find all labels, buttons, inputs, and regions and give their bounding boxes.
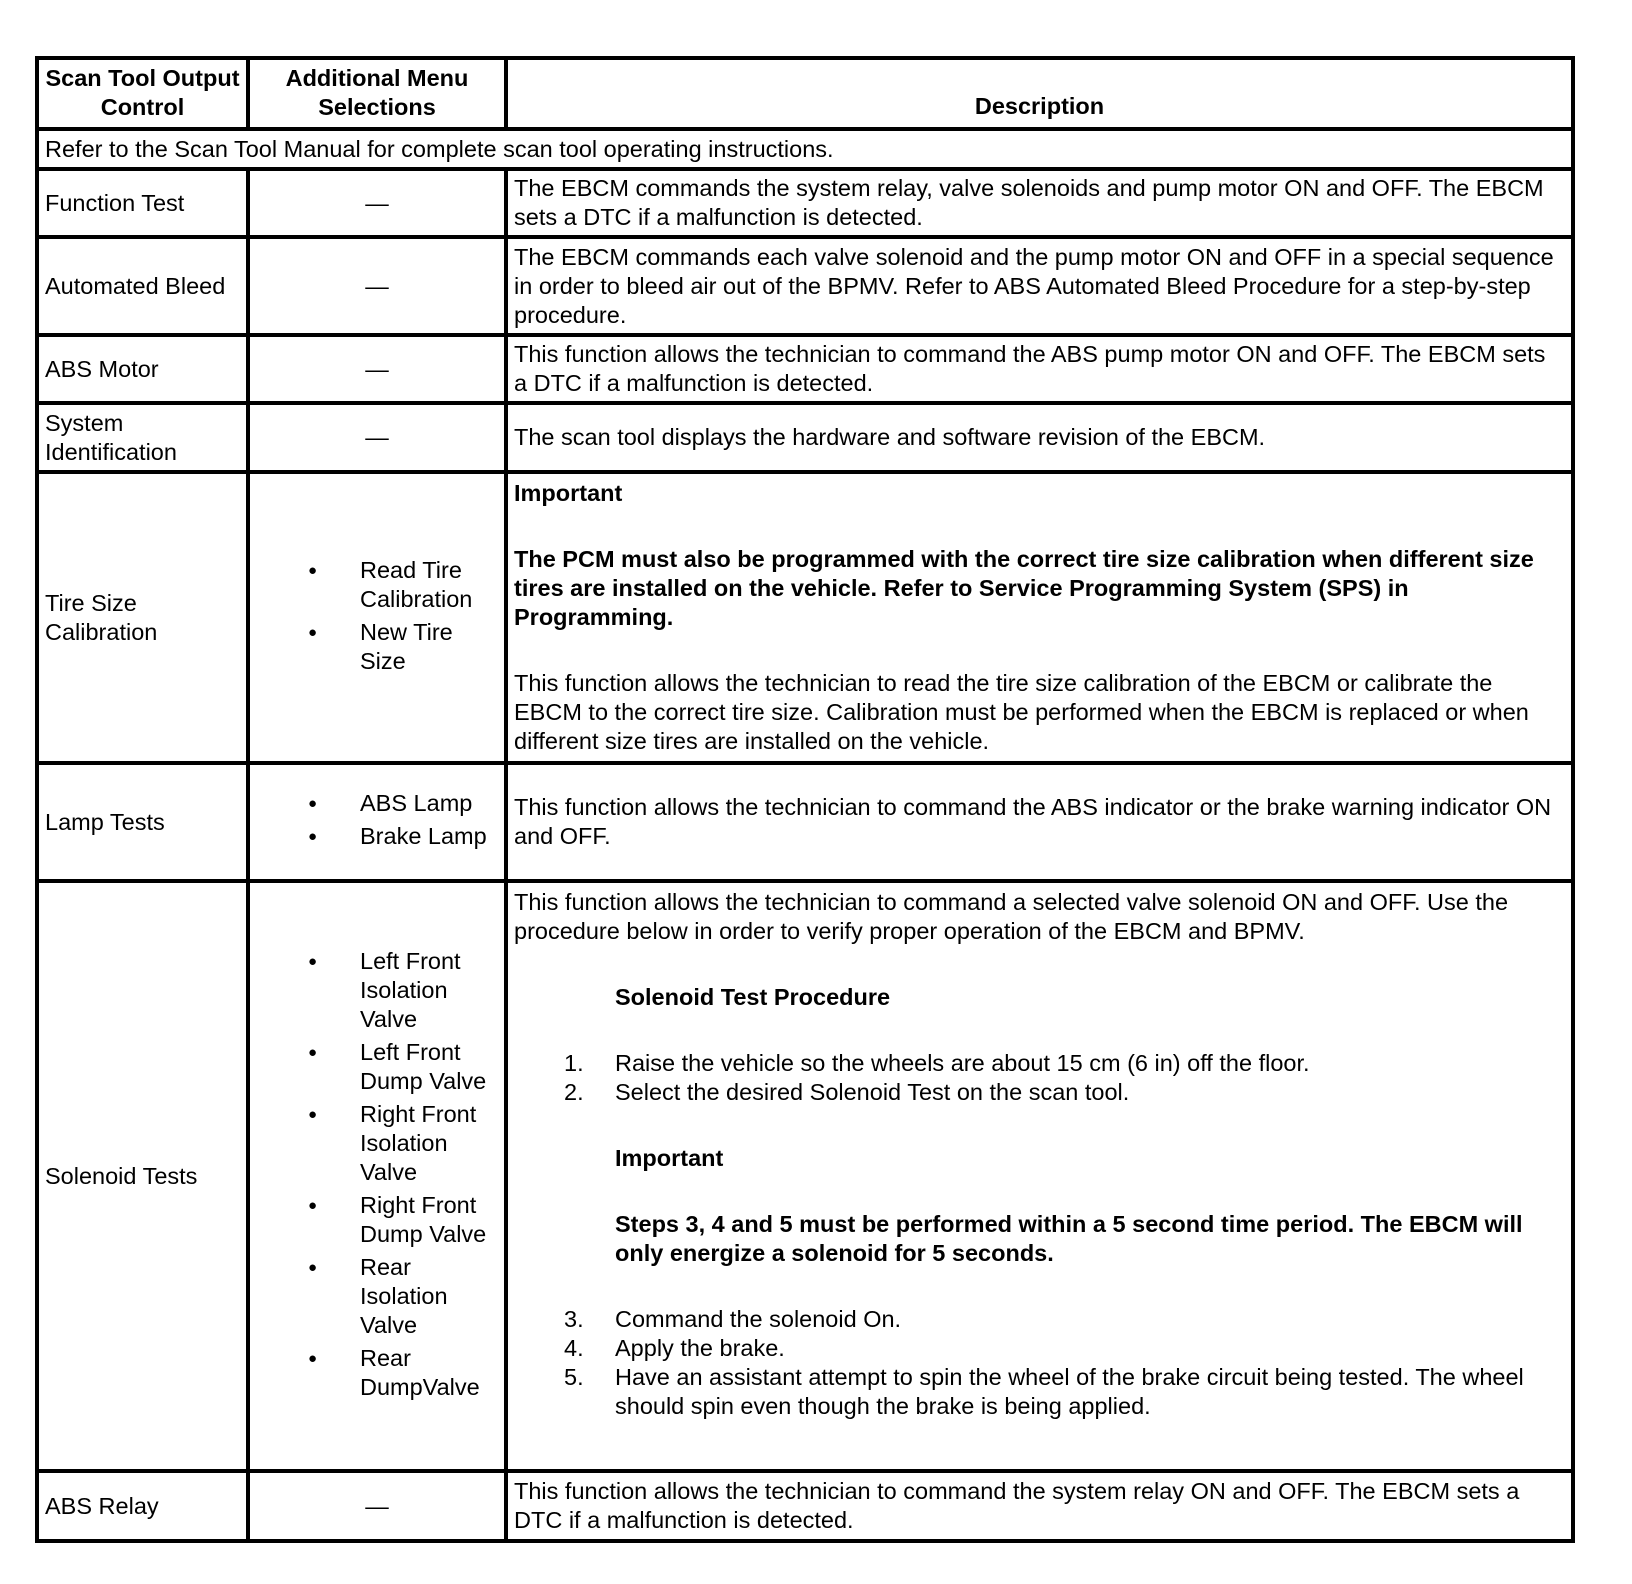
step-item — [514, 1078, 1565, 1107]
description-abs-relay: This function allows the technician to command the system relay ON and OFF. The EBCM sets a DTC if a malfunction is detected. — [506, 1471, 1573, 1541]
step-item — [514, 1305, 1565, 1334]
control-solenoid-tests: Solenoid Tests — [37, 881, 248, 1471]
step-text: Have an assistant attempt to spin the wheel of the brake circuit being tested. The wheel should spin even though the brake is being applied. — [615, 1364, 1524, 1419]
menu-list — [256, 789, 498, 851]
description-solenoid-tests — [506, 881, 1573, 1471]
menu-none: — — [248, 403, 506, 472]
table-row — [37, 1471, 1573, 1541]
scan-tool-manual-note: Refer to the Scan Tool Manual for complete scan tool operating instructions. — [37, 129, 1573, 169]
step-number: 1. — [564, 1050, 584, 1076]
step-item — [514, 1363, 1565, 1421]
list-item: ● Read Tire Calibration — [308, 556, 498, 614]
menu-none: — — [248, 169, 506, 237]
control-automated-bleed: Automated Bleed — [37, 237, 248, 335]
menu-tire-size-calibration — [248, 472, 506, 763]
step-number: 4. — [564, 1335, 584, 1361]
list-item: ● Brake Lamp — [308, 822, 498, 851]
control-abs-relay: ABS Relay — [37, 1471, 248, 1541]
description-system-identification: The scan tool displays the hardware and software revision of the EBCM. — [506, 403, 1573, 472]
list-item: ● ABS Lamp — [308, 789, 498, 818]
table-row — [37, 169, 1573, 237]
important-text: Steps 3, 4 and 5 must be performed within a 5 second time period. The EBCM will only energize a solenoid for 5 seconds. — [615, 1211, 1523, 1266]
description-lamp-tests: This function allows the technician to command the ABS indicator or the brake warning indicator ON and OFF. — [506, 763, 1573, 881]
control-system-identification: System Identification — [37, 403, 248, 472]
header-row — [37, 58, 1573, 129]
list-item: ● Rear Isolation Valve — [308, 1253, 498, 1340]
step-number: 5. — [564, 1364, 584, 1390]
scan-tool-output-control-table — [35, 56, 1575, 1543]
description-function-test: The EBCM commands the system relay, valve solenoids and pump motor ON and OFF. The EBCM sets a DTC if a malfunction is detected. — [506, 169, 1573, 237]
list-item: ● Right Front Isolation Valve — [308, 1100, 498, 1187]
step-text: Command the solenoid On. — [615, 1306, 902, 1332]
control-abs-motor: ABS Motor — [37, 335, 248, 403]
description-tire-size-calibration — [506, 472, 1573, 763]
control-function-test: Function Test — [37, 169, 248, 237]
header-additional-menu-selections: Additional Menu Selections — [248, 58, 506, 129]
menu-list — [256, 947, 498, 1402]
menu-none: — — [248, 335, 506, 403]
list-item: ● New Tire Size — [308, 618, 498, 676]
menu-solenoid-tests — [248, 881, 506, 1471]
important-label: Important — [514, 480, 623, 506]
table-row — [37, 335, 1573, 403]
important-label: Important — [615, 1145, 724, 1171]
list-item: ● Left Front Isolation Valve — [308, 947, 498, 1034]
menu-none: — — [248, 237, 506, 335]
control-lamp-tests: Lamp Tests — [37, 763, 248, 881]
header-scan-tool-output-control: Scan Tool Output Control — [37, 58, 248, 129]
step-text: Apply the brake. — [615, 1335, 785, 1361]
step-number: 3. — [564, 1306, 584, 1332]
description-text: This function allows the technician to read the tire size calibration of the EBCM or calibrate the EBCM to the correct tire size. Calibration must be performed when the EBCM is replaced or when different size tires are installed on the vehicle. — [514, 670, 1529, 754]
description-text: This function allows the technician to command a selected valve solenoid ON and OFF. Use the procedure below in order to verify proper operation of the EBCM and BPMV. — [514, 889, 1509, 944]
step-text: Select the desired Solenoid Test on the scan tool. — [615, 1079, 1130, 1105]
step-number: 2. — [564, 1079, 584, 1105]
table-row — [37, 472, 1573, 763]
menu-none: — — [248, 1471, 506, 1541]
description-abs-motor: This function allows the technician to command the ABS pump motor ON and OFF. The EBCM sets a DTC if a malfunction is detected. — [506, 335, 1573, 403]
list-item: ● Rear DumpValve — [308, 1344, 498, 1402]
procedure-steps — [514, 1305, 1565, 1421]
menu-list — [256, 556, 498, 676]
step-item — [514, 1334, 1565, 1363]
procedure-steps — [514, 1049, 1565, 1107]
step-item — [514, 1049, 1565, 1078]
table-row — [37, 403, 1573, 472]
table-row — [37, 881, 1573, 1471]
description-automated-bleed: The EBCM commands each valve solenoid and the pump motor ON and OFF in a special sequence in order to bleed air out of the BPMV. Refer to ABS Automated Bleed Procedure for a step-by-step procedure. — [506, 237, 1573, 335]
step-text: Raise the vehicle so the wheels are about 15 cm (6 in) off the floor. — [615, 1050, 1310, 1076]
control-tire-size-calibration: Tire Size Calibration — [37, 472, 248, 763]
table-row — [37, 763, 1573, 881]
procedure-title: Solenoid Test Procedure — [615, 984, 891, 1010]
table-row — [37, 237, 1573, 335]
list-item: ● Right Front Dump Valve — [308, 1191, 498, 1249]
menu-lamp-tests — [248, 763, 506, 881]
header-description: Description — [506, 58, 1573, 129]
note-row — [37, 129, 1573, 169]
list-item: ● Left Front Dump Valve — [308, 1038, 498, 1096]
important-text: The PCM must also be programmed with the correct tire size calibration when different size tires are installed on the vehicle. Refer to Service Programming System (SPS) in Programming. — [514, 546, 1534, 630]
